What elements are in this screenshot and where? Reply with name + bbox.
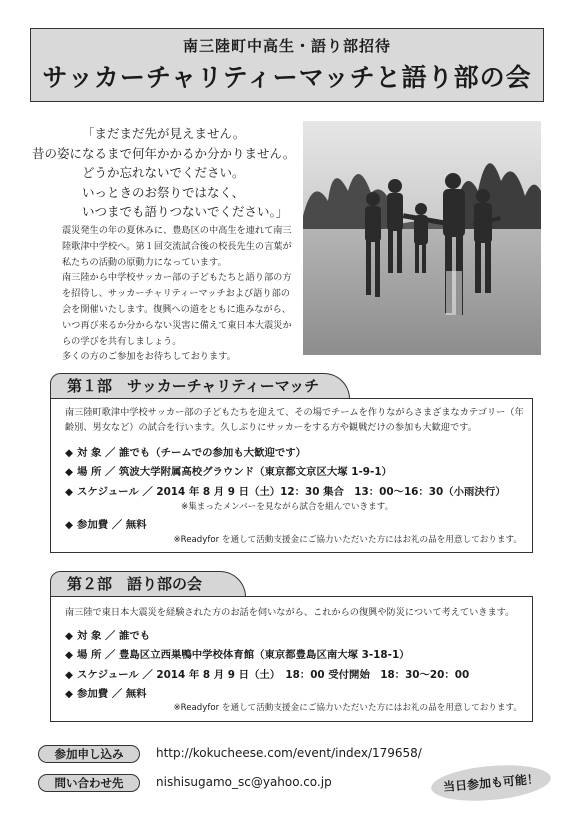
- bullet-icon: ◆: [65, 649, 73, 661]
- bullet-icon: ◆: [65, 688, 73, 700]
- part1-place: [65, 463, 392, 478]
- part2-tab: 第２部 語り部の会: [50, 571, 246, 597]
- part1-box: [50, 398, 533, 553]
- part1-description: 南三陸町歌津中学校サッカー部の子どもたちを迎えて、その場でチームを作りながらさまざまなカテゴリー（年齢別、男女など）の試合を行います。久しぶりにサッカーをする方や観戦だけの参加も大歓迎です。: [65, 407, 524, 433]
- part2-place: [65, 646, 410, 661]
- bullet-icon: ◆: [65, 486, 73, 498]
- quote-line: 昔の姿になるまで何年かかるか分かりません。: [32, 145, 296, 161]
- part1-schedule-note: ※集まったメンバーを見ながら試合を組んでいきます。: [181, 502, 394, 512]
- part2-target-text: 対 象 ／ 誰でも: [77, 630, 151, 642]
- intro-paragraph: 南三陸から中学校サッカー部の子どもたちと語り部の方を招待し、サッカーチャリティーマッチおよび語り部の会を開催いたします。復興への道をともに進みながら、いつ再び来るか分からない災害に備えて東日本大震災からの学びを共有しましょう。: [62, 272, 292, 347]
- part2-box: [50, 596, 533, 722]
- soccer-players-photo: [303, 121, 541, 355]
- contact-email-link[interactable]: nishisugamo_sc@yahoo.co.jp: [156, 775, 332, 789]
- part1-tab: 第１部 サッカーチャリティーマッチ: [50, 373, 350, 399]
- part1-place-text: 場 所 ／ 筑波大学附属高校グラウンド（東京都文京区大塚 1-9-1）: [77, 466, 392, 478]
- title-banner: [30, 28, 544, 102]
- sameday-badge: 当日参加も可能！: [430, 761, 553, 805]
- banner-subtitle: 南三陸町中高生・語り部招待: [182, 37, 391, 55]
- part2-description: 南三陸で東日本大震災を経験された方のお話を伺いながら、これからの復興や防災について考えていきます。: [65, 607, 515, 618]
- bullet-icon: ◆: [65, 447, 73, 459]
- part2-place-text: 場 所 ／ 豊島区立西巣鴨中学校体育館（東京都豊島区南大塚 3-18-1）: [77, 649, 410, 661]
- part1-fee-note: ※Readyfor を通して活動支援金にご協力いただいた方にはお礼の品を用意しております。: [173, 535, 522, 545]
- part2-target: [65, 627, 150, 642]
- bullet-icon: ◆: [65, 519, 73, 531]
- quote-line: どうか忘れないでください。: [82, 165, 245, 180]
- intro-text: [62, 223, 298, 365]
- part2-schedule: [65, 666, 469, 681]
- part2-schedule-text: スケジュール ／ 2014 年 8 月 9 日（土） 18：00 受付開始 18：30～20：00: [77, 669, 470, 681]
- banner-title: サッカーチャリティーマッチと語り部の会: [42, 63, 532, 92]
- bullet-icon: ◆: [65, 630, 73, 642]
- quote-line: いつまでも語りつないでください。」: [82, 204, 289, 219]
- part1-target-text: 対 象 ／ 誰でも（チームでの参加も大歓迎です）: [77, 447, 307, 459]
- contact-label: 問い合わせ先: [38, 774, 140, 792]
- bullet-icon: ◆: [65, 669, 73, 681]
- principal-quote: [32, 124, 296, 222]
- part2-fee-text: 参加費 ／ 無料: [77, 688, 147, 700]
- part2-fee-note: ※Readyfor を通して活動支援金にご協力いただいた方にはお礼の品を用意しております。: [173, 703, 522, 713]
- intro-paragraph: 震災発生の年の夏休みに、豊島区の中高生を連れて南三陸歌津中学校へ。第１回交流試合後の校長先生の言葉が私たちの活動の原動力になっています。: [62, 225, 292, 268]
- part2-fee: [65, 685, 147, 700]
- quote-line: いっときのお祭りではなく、: [82, 184, 245, 200]
- part1-fee-text: 参加費 ／ 無料: [77, 519, 147, 531]
- intro-paragraph: 多くの方のご参加をお待ちしております。: [62, 351, 236, 363]
- bullet-icon: ◆: [65, 466, 73, 478]
- apply-url-link[interactable]: http://kokucheese.com/event/index/179658/: [156, 746, 422, 760]
- part1-fee: [65, 516, 147, 531]
- part1-schedule: [65, 483, 506, 498]
- part1-target: [65, 444, 306, 459]
- quote-line: 「まだまだ先が見えません。: [82, 126, 246, 141]
- part1-schedule-text: スケジュール ／ 2014 年 8 月 9 日（土）12：30 集合 13：00～16：30（小雨決行）: [77, 486, 506, 498]
- apply-label: 参加申し込み: [38, 745, 140, 763]
